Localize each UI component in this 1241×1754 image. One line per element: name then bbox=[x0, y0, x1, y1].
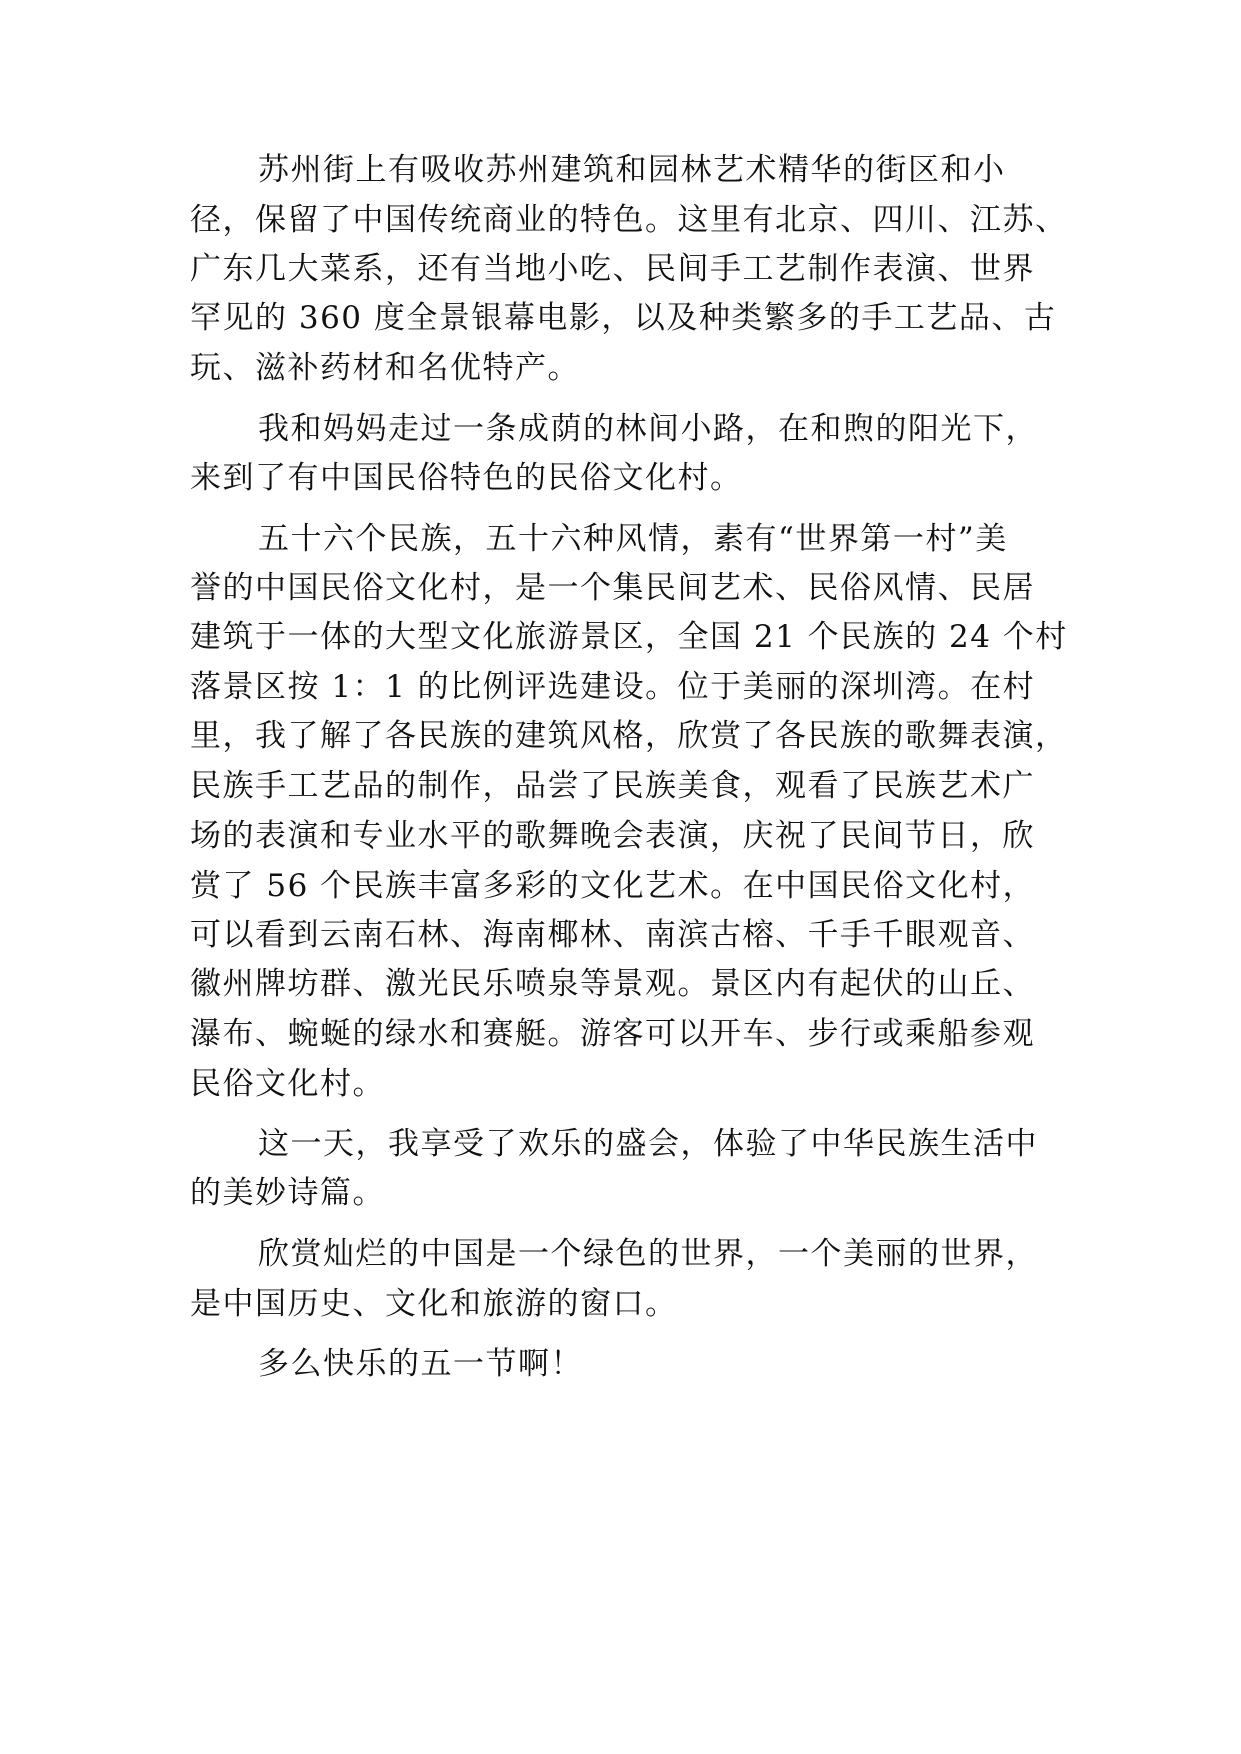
paragraph-4-line-2: 的美妙诗篇。 bbox=[190, 1175, 385, 1211]
paragraph-3-line-4: 落景区按 1：1 的比例评选建设。位于美丽的深圳湾。在村 bbox=[190, 669, 1036, 705]
paragraph-1-line-2: 径，保留了中国传统商业的特色。这里有北京、四川、江苏、 bbox=[190, 202, 1068, 238]
paragraph-3-line-1: 五十六个民族，五十六种风情，素有“世界第一村”美 bbox=[258, 521, 1008, 557]
paragraph-6-line-1: 多么快乐的五一节啊！ bbox=[258, 1346, 583, 1382]
paragraph-3-line-9: 可以看到云南石林、海南椰林、南滨古榕、千手千眼观音、 bbox=[190, 917, 1035, 953]
paragraph-3-line-6: 民族手工艺品的制作，品尝了民族美食，观看了民族艺术广 bbox=[190, 768, 1035, 804]
paragraph-2-line-1: 我和妈妈走过一条成荫的林间小路，在和煦的阳光下， bbox=[258, 411, 1038, 447]
paragraph-3-line-2: 誉的中国民俗文化村，是一个集民间艺术、民俗风情、民居 bbox=[190, 570, 1035, 606]
paragraph-5-line-1: 欣赏灿烂的中国是一个绿色的世界，一个美丽的世界， bbox=[258, 1236, 1038, 1272]
paragraph-3-line-5: 里，我了解了各民族的建筑风格，欣赏了各民族的歌舞表演， bbox=[190, 718, 1068, 754]
paragraph-3-line-8: 赏了 56 个民族丰富多彩的文化艺术。在中国民俗文化村， bbox=[190, 868, 1036, 904]
paragraph-5-line-2: 是中国历史、文化和旅游的窗口。 bbox=[190, 1286, 678, 1322]
paragraph-1-line-3: 广东几大菜系，还有当地小吃、民间手工艺制作表演、世界 bbox=[190, 251, 1035, 287]
paragraph-1-line-1: 苏州街上有吸收苏州建筑和园林艺术精华的街区和小 bbox=[258, 152, 1006, 188]
paragraph-3-line-7: 场的表演和专业水平的歌舞晚会表演，庆祝了民间节日，欣 bbox=[190, 818, 1035, 854]
paragraph-3-line-3: 建筑于一体的大型文化旅游景区，全国 21 个民族的 24 个村 bbox=[190, 619, 1068, 655]
paragraph-3-line-10: 徽州牌坊群、激光民乐喷泉等景观。景区内有起伏的山丘、 bbox=[190, 966, 1035, 1002]
paragraph-1-line-4: 罕见的 360 度全景银幕电影，以及种类繁多的手工艺品、古 bbox=[190, 300, 1057, 336]
paragraph-1-line-5: 玩、滋补药材和名优特产。 bbox=[190, 350, 580, 386]
paragraph-4-line-1: 这一天，我享受了欢乐的盛会，体验了中华民族生活中 bbox=[258, 1126, 1038, 1162]
paragraph-3-line-12: 民俗文化村。 bbox=[190, 1066, 385, 1102]
paragraph-3-line-11: 瀑布、蜿蜒的绿水和赛艇。游客可以开车、步行或乘船参观 bbox=[190, 1016, 1035, 1052]
paragraph-2-line-2: 来到了有中国民俗特色的民俗文化村。 bbox=[190, 460, 743, 496]
